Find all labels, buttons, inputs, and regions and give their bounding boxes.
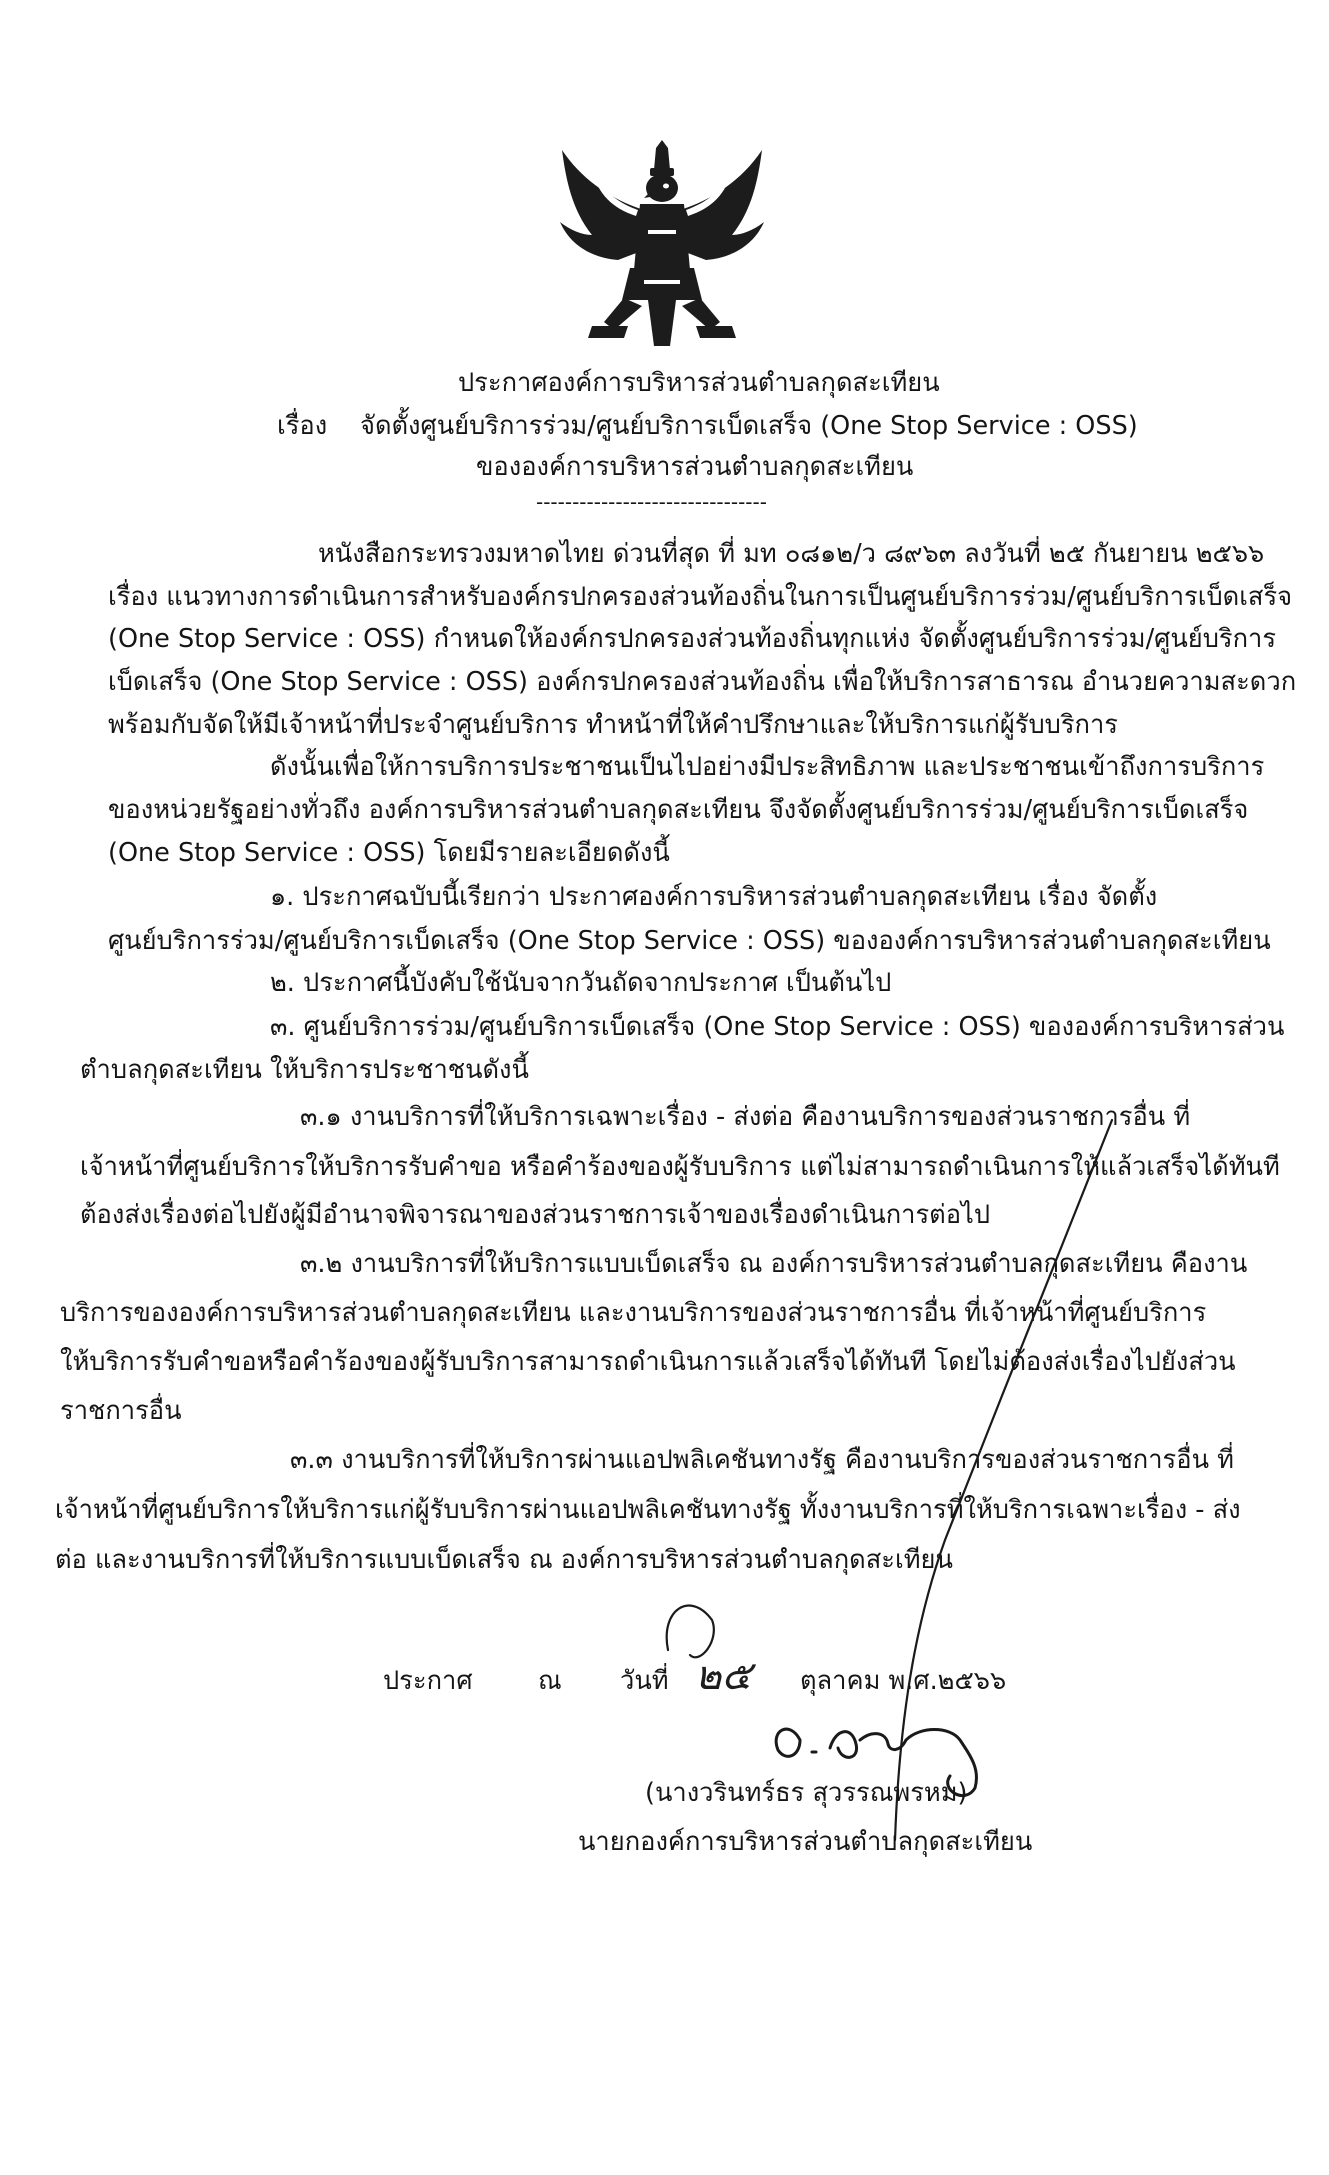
at-label: ณ bbox=[538, 1666, 562, 1696]
day-value: ๒๕ bbox=[695, 1653, 752, 1699]
body-p2-line-3: (One Stop Service : OSS) โดยมีรายละเอียดดังนี้ bbox=[108, 838, 670, 868]
item-3-1-line-1: ๓.๑ งานบริการที่ให้บริการเฉพาะเรื่อง - ส่งต่อ คืองานบริการของส่วนราชการอื่น ที่ bbox=[300, 1102, 1191, 1132]
item-3-3-line-1: ๓.๓ งานบริการที่ให้บริการผ่านแอปพลิเคชันทางรัฐ คืองานบริการของส่วนราชการอื่น ที่ bbox=[290, 1445, 1234, 1475]
item-3-2-line-3: ให้บริการรับคำขอหรือคำร้องของผู้รับบริการสามารถดำเนินการแล้วเสร็จได้ทันที โดยไม่ต้องส่งเรื่องไปยังส่วน bbox=[60, 1347, 1236, 1377]
body-p1-line-2: เรื่อง แนวทางการดำเนินการสำหรับองค์กรปกครองส่วนท้องถิ่นในการเป็นศูนย์บริการร่วม/ศูนย์บริการเบ็ดเสร็จ bbox=[108, 582, 1293, 612]
item-3-line-2: ตำบลกุดสะเทียน ให้บริการประชาชนดังนี้ bbox=[80, 1055, 529, 1085]
garuda-emblem-icon bbox=[552, 140, 772, 350]
document-title: ประกาศองค์การบริหารส่วนตำบลกุดสะเทียน bbox=[458, 368, 940, 398]
month-year: ตุลาคม พ.ศ.๒๕๖๖ bbox=[800, 1666, 1007, 1696]
item-3-2-line-2: บริการขององค์การบริหารส่วนตำบลกุดสะเทียน และงานบริการของส่วนราชการอื่น ที่เจ้าหน้าที่ศูนย์บริการ bbox=[60, 1298, 1207, 1328]
item-3-line-1: ๓. ศูนย์บริการร่วม/ศูนย์บริการเบ็ดเสร็จ (One Stop Service : OSS) ขององค์การบริหารส่วน bbox=[270, 1012, 1285, 1042]
item-2-line-1: ๒. ประกาศนี้บังคับใช้นับจากวันถัดจากประกาศ เป็นต้นไป bbox=[270, 968, 892, 998]
body-p1-line-1: หนังสือกระทรวงมหาดไทย ด่วนที่สุด ที่ มท ๐๘๑๒/ว ๘๙๖๓ ลงวันที่ ๒๕ กันยายน ๒๕๖๖ bbox=[318, 539, 1265, 569]
subject-line-1: จัดตั้งศูนย์บริการร่วม/ศูนย์บริการเบ็ดเสร็จ (One Stop Service : OSS) bbox=[360, 411, 1138, 441]
body-p1-line-3: (One Stop Service : OSS) กำหนดให้องค์กรปกครองส่วนท้องถิ่นทุกแห่ง จัดตั้งศูนย์บริการร่วม/ศูนย์บริการ bbox=[108, 624, 1277, 654]
subject-line-2: ขององค์การบริหารส่วนตำบลกุดสะเทียน bbox=[476, 452, 914, 482]
item-3-3-line-3: ต่อ และงานบริการที่ให้บริการแบบเบ็ดเสร็จ ณ องค์การบริหารส่วนตำบลกุดสะเทียน bbox=[55, 1545, 953, 1575]
item-3-2-line-1: ๓.๒ งานบริการที่ให้บริการแบบเบ็ดเสร็จ ณ องค์การบริหารส่วนตำบลกุดสะเทียน คืองาน bbox=[300, 1249, 1248, 1279]
item-3-1-line-3: ต้องส่งเรื่องต่อไปยังผู้มีอำนาจพิจารณาของส่วนราชการเจ้าของเรื่องดำเนินการต่อไป bbox=[80, 1200, 991, 1230]
item-1-line-2: ศูนย์บริการร่วม/ศูนย์บริการเบ็ดเสร็จ (One Stop Service : OSS) ขององค์การบริหารส่วนตำบลกุดสะเทียน bbox=[108, 926, 1271, 956]
item-1-line-1: ๑. ประกาศฉบับนี้เรียกว่า ประกาศองค์การบริหารส่วนตำบลกุดสะเทียน เรื่อง จัดตั้ง bbox=[270, 882, 1158, 912]
item-3-1-line-2: เจ้าหน้าที่ศูนย์บริการให้บริการรับคำขอ หรือคำร้องของผู้รับบริการ แต่ไม่สามารถดำเนินการให้แล้วเสร็จได้ทันที bbox=[80, 1152, 1280, 1182]
announce-label: ประกาศ bbox=[383, 1666, 473, 1696]
body-p1-line-5: พร้อมกับจัดให้มีเจ้าหน้าที่ประจำศูนย์บริการ ทำหน้าที่ให้คำปรึกษาและให้บริการแก่ผู้รับบริการ bbox=[108, 710, 1118, 740]
title-separator: -------------------------------- bbox=[536, 490, 767, 514]
signer-name: (นางวรินทร์ธร สุวรรณพรหม) bbox=[645, 1778, 968, 1808]
subject-label: เรื่อง bbox=[277, 411, 328, 441]
signer-position: นายกองค์การบริหารส่วนตำบลกุดสะเทียน bbox=[578, 1827, 1033, 1857]
item-3-2-line-4: ราชการอื่น bbox=[60, 1396, 182, 1426]
day-label: วันที่ bbox=[620, 1666, 669, 1696]
item-3-3-line-2: เจ้าหน้าที่ศูนย์บริการให้บริการแก่ผู้รับบริการผ่านแอปพลิเคชันทางรัฐ ทั้งงานบริการที่ให้บริการเฉพาะเรื่อง - ส่ง bbox=[55, 1495, 1241, 1525]
body-p2-line-1: ดังนั้นเพื่อให้การบริการประชาชนเป็นไปอย่างมีประสิทธิภาพ และประชาชนเข้าถึงการบริการ bbox=[270, 752, 1265, 782]
body-p1-line-4: เบ็ดเสร็จ (One Stop Service : OSS) องค์กรปกครองส่วนท้องถิ่น เพื่อให้บริการสาธารณ อำนวยความสะดวก bbox=[108, 667, 1297, 697]
body-p2-line-2: ของหน่วยรัฐอย่างทั่วถึง องค์การบริหารส่วนตำบลกุดสะเทียน จึงจัดตั้งศูนย์บริการร่วม/ศูนย์บริการเบ็ดเสร็จ bbox=[108, 795, 1249, 825]
